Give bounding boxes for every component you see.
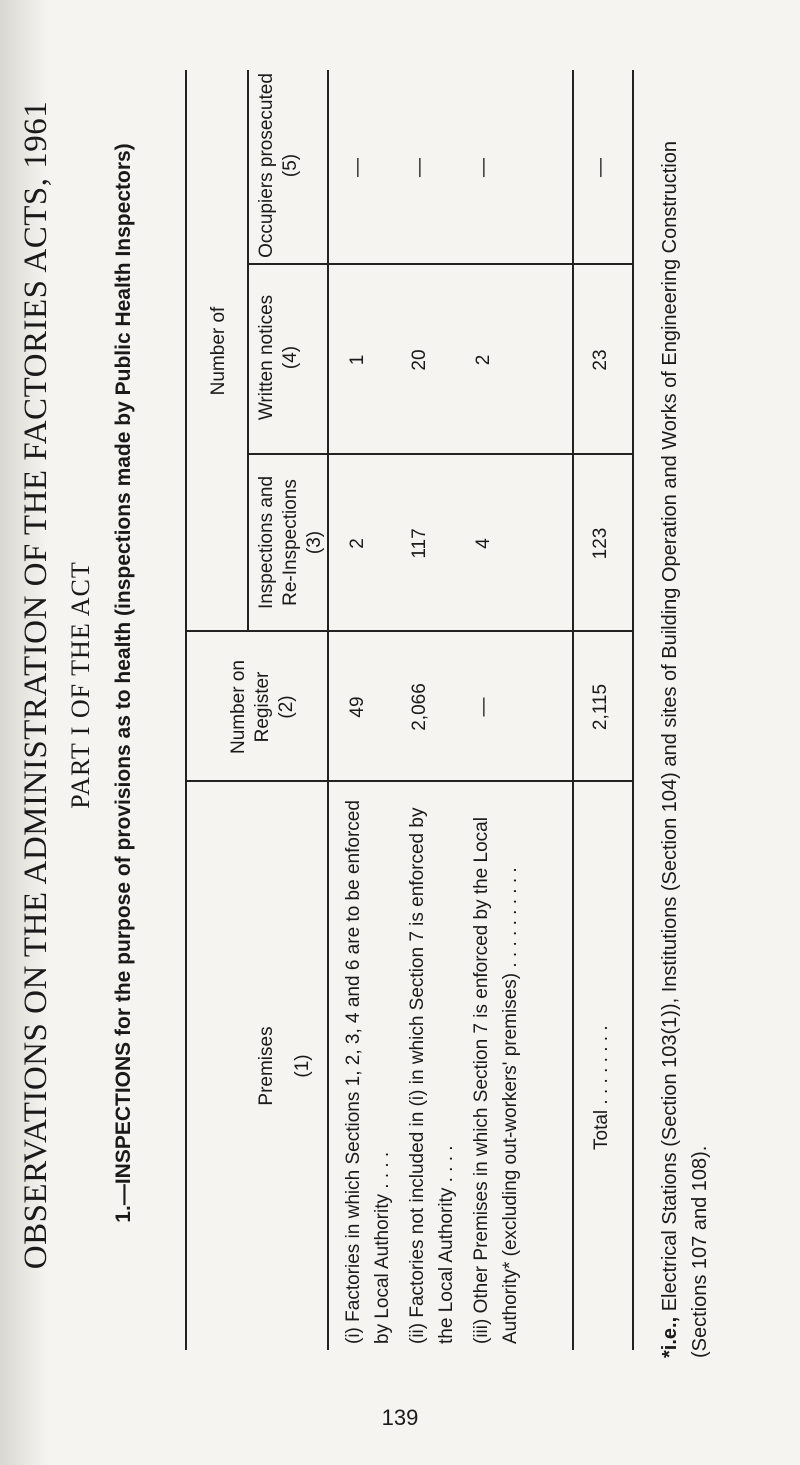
- row-2-notices: 20: [409, 349, 430, 371]
- footnote-text: Electrical Stations (Section 103(1)), Institutions (Section 104) and sites of Building Operation and Works of Engineering Construction (Sections 107 and 108).: [659, 141, 711, 1358]
- total-register: 2,115: [590, 683, 611, 731]
- total-inspections: 123: [590, 527, 611, 560]
- row-2-prosecuted: —: [409, 158, 430, 177]
- part-heading: PART I OF THE ACT: [66, 561, 95, 809]
- page-number: 139: [381, 1405, 419, 1430]
- header-register: Number on Register (2): [228, 660, 297, 754]
- inspections-table: [185, 70, 634, 1350]
- row-1-notices: 1: [347, 354, 368, 366]
- col-divider: [247, 264, 632, 266]
- group-header: Number of: [208, 306, 229, 396]
- total-rule: [572, 70, 574, 1350]
- total-notices: 23: [590, 349, 611, 371]
- header-premises: Premises (1): [256, 1026, 313, 1106]
- row-2-inspections: 117: [409, 528, 430, 559]
- row-1-prosecuted: —: [347, 158, 368, 177]
- header-inspections: Inspections and Re-Inspections (3): [256, 475, 325, 610]
- group-header-rule: [247, 70, 249, 632]
- row-1-register: 49: [347, 696, 368, 718]
- row-3-register: —: [473, 697, 494, 717]
- document-title: OBSERVATIONS ON THE ADMINISTRATION OF THE FACTORIES ACTS, 1961: [18, 100, 54, 1270]
- row-1-premises: (i) Factories in which Sections 1, 2, 3, 4 and 6 are to be enforced by Local Authority . . . .: [343, 800, 393, 1344]
- row-3-inspections: 4: [473, 538, 494, 549]
- header-rule: [327, 70, 329, 1350]
- footnote: [655, 58, 715, 1358]
- col-divider: [247, 454, 632, 456]
- row-3-notices: 2: [473, 354, 494, 366]
- row-3-prosecuted: —: [473, 158, 494, 177]
- header-notices: Written notices (4): [256, 294, 301, 421]
- footnote-mark: *i.e.,: [659, 1316, 681, 1358]
- row-2-register: 2,066: [409, 683, 430, 731]
- total-prosecuted: —: [590, 158, 611, 177]
- header-prosecuted: Occupiers prosecuted (5): [256, 73, 301, 258]
- total-label: Total . . . . . . . .: [591, 1025, 612, 1150]
- row-1-inspections: 2: [347, 538, 368, 549]
- row-2-premises: (ii) Factories not included in (i) in which Section 7 is enforced by the Local Authority . . . .: [407, 807, 457, 1344]
- row-3-premises: (iii) Other Premises in which Section 7 is enforced by the Local Authority* (excluding out-workers' premises) . . . . . . . . . .: [471, 817, 521, 1344]
- section-heading: 1.—INSPECTIONS for the purpose of provisions as to health (inspections made by Public Health Inspectors): [112, 143, 135, 1223]
